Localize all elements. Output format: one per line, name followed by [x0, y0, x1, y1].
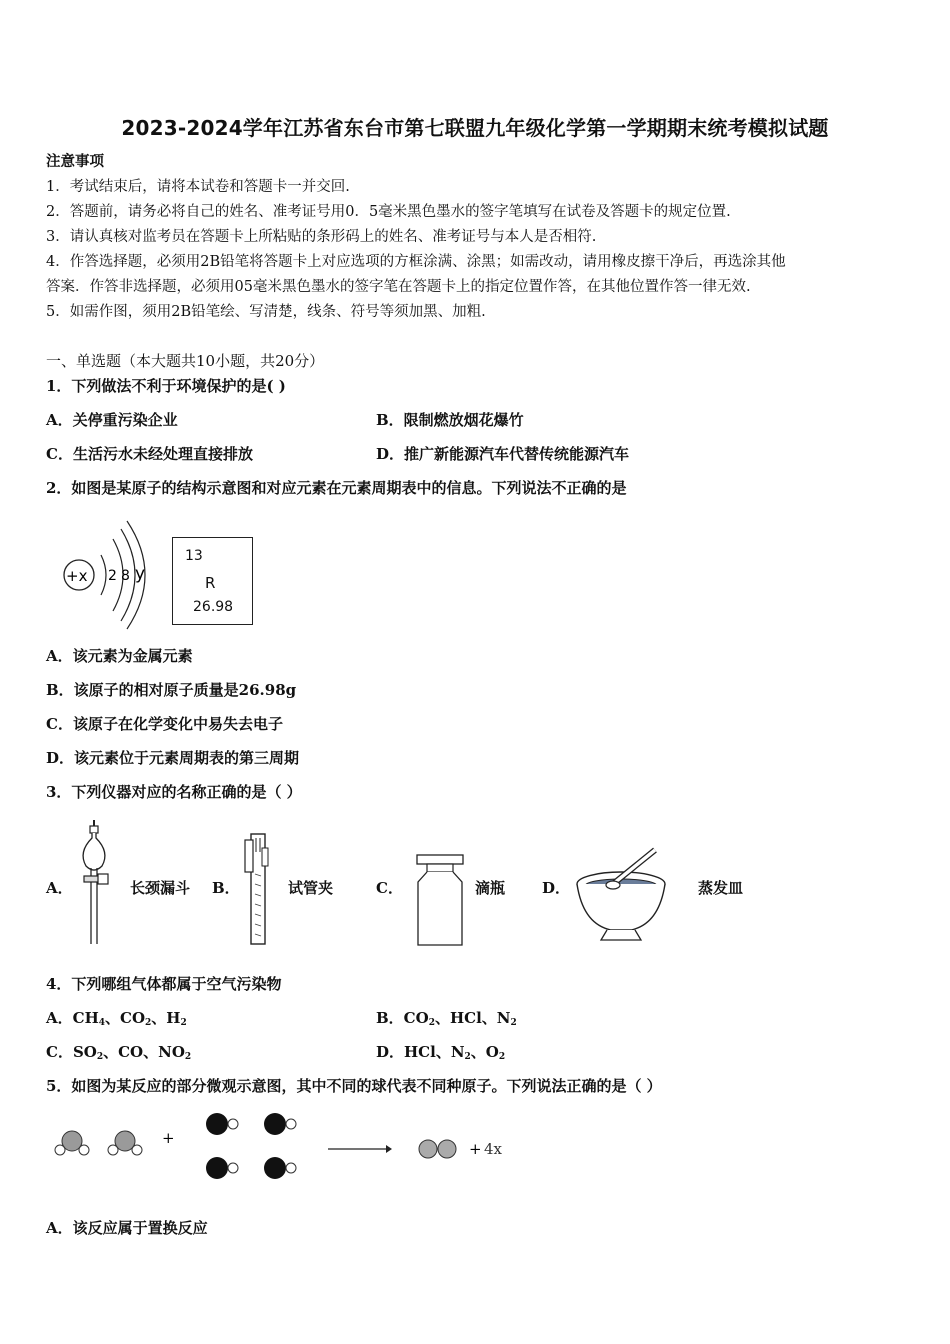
nucleus-charge-label: +x	[66, 567, 88, 585]
notice-heading: 注意事项	[46, 153, 104, 170]
reaction-micro-diagram	[50, 1104, 520, 1194]
question-4-option-b: B．$CO_2$、HCl、$N_2$	[376, 1009, 517, 1028]
molecule-gray-white	[108, 1131, 142, 1155]
section-heading: 一、单选题（本大题共10小题，共20分）	[46, 352, 325, 370]
molecule-black-white	[264, 1157, 296, 1179]
shell-1-electrons: 2	[108, 568, 117, 584]
plus-sign: +	[469, 1140, 482, 1158]
arrow-head-icon	[386, 1145, 392, 1153]
molecule-gray-gray	[419, 1140, 456, 1158]
question-2-option-b: B．该原子的相对原子质量是26.98g	[46, 681, 297, 699]
question-4-option-a: A．$CH_4$、$CO_2$、$H_2$	[46, 1009, 187, 1028]
electron-shell-arc	[101, 555, 106, 595]
question-3-stem: 3．下列仪器对应的名称正确的是（ ）	[46, 783, 302, 801]
page-title: 2023-2024学年江苏省东台市第七联盟九年级化学第一学期期末统考模拟试题	[121, 116, 829, 140]
question-3-option-a-letter: A．	[46, 879, 73, 897]
notice-line: 3．请认真核对监考员在答题卡上所粘贴的条形码上的姓名、准考证号与本人是否相符.	[46, 229, 597, 245]
question-1-option-d: D．推广新能源汽车代替传统能源汽车	[376, 445, 630, 463]
notice-line: 答案．作答非选择题，必须用05毫米黑色墨水的签字笔在答题卡上的指定位置作答，在其他位置作答一律无效.	[46, 279, 751, 295]
question-5-stem: 5．如图为某反应的部分微观示意图，其中不同的球代表不同种原子。下列说法正确的是（ ）	[46, 1077, 662, 1095]
notice-line: 4．作答选择题，必须用2B铅笔将答题卡上对应选项的方框涂满、涂黑；如需改动，请用橡皮擦干净后，再选涂其他	[46, 254, 786, 270]
test-tube-holder-icon	[238, 830, 278, 948]
question-2-stem: 2．如图是某原子的结构示意图和对应元素在元素周期表中的信息。下列说法不正确的是	[46, 479, 627, 497]
question-3-option-c-name: 滴瓶	[475, 879, 506, 897]
notice-line: 1．考试结束后，请将本试卷和答题卡一并交回.	[46, 179, 350, 195]
product-coefficient: 4x	[484, 1140, 503, 1158]
question-1-option-c: C．生活污水未经处理直接排放	[46, 445, 253, 463]
shell-3-electrons: y	[135, 564, 146, 584]
separatory-funnel-icon	[74, 818, 114, 948]
reagent-bottle-icon	[412, 852, 468, 948]
element-symbol: R	[205, 574, 216, 592]
question-2-option-a: A．该元素为金属元素	[46, 647, 193, 665]
molecule-black-white	[264, 1113, 296, 1135]
periodic-table-cell	[172, 537, 253, 625]
question-3-option-c-letter: C．	[376, 879, 403, 897]
molecule-black-white	[206, 1157, 238, 1179]
molecule-gray-white	[55, 1131, 89, 1155]
question-4-stem: 4．下列哪组气体都属于空气污染物	[46, 975, 282, 993]
shell-2-electrons: 8	[121, 568, 130, 584]
question-2-option-c: C．该原子在化学变化中易失去电子	[46, 715, 283, 733]
question-1-stem: 1．下列做法不利于环境保护的是( )	[46, 377, 286, 395]
notice-line: 5．如需作图，须用2B铅笔绘、写清楚，线条、符号等须加黑、加粗.	[46, 304, 486, 320]
question-4-option-c: C．$SO_2$、CO、$NO_2$	[46, 1043, 192, 1062]
atomic-number: 13	[185, 548, 203, 564]
question-1-option-b: B．限制燃放烟花爆竹	[376, 411, 524, 429]
question-4-option-d: D．HCl、$N_2$、$O_2$	[376, 1043, 506, 1062]
molecule-black-white	[206, 1113, 238, 1135]
question-3-option-b-name: 试管夹	[288, 879, 334, 897]
plus-sign: +	[162, 1129, 175, 1147]
question-3-option-d-name: 蒸发皿	[698, 879, 744, 897]
question-5-option-a: A．该反应属于置换反应	[46, 1219, 208, 1237]
mortar-and-pestle-icon	[573, 846, 673, 946]
question-2-option-d: D．该元素位于元素周期表的第三周期	[46, 749, 300, 767]
atomic-structure-diagram	[55, 515, 165, 635]
atomic-mass: 26.98	[193, 599, 234, 615]
question-3-option-d-letter: D．	[542, 879, 571, 897]
notice-line: 2．答题前，请务必将自己的姓名、准考证号用0．5毫米黑色墨水的签字笔填写在试卷及答题卡的规定位置.	[46, 204, 731, 220]
question-1-option-a: A．关停重污染企业	[46, 411, 178, 429]
question-3-option-a-name: 长颈漏斗	[130, 879, 191, 897]
question-3-option-b-letter: B．	[212, 879, 240, 897]
